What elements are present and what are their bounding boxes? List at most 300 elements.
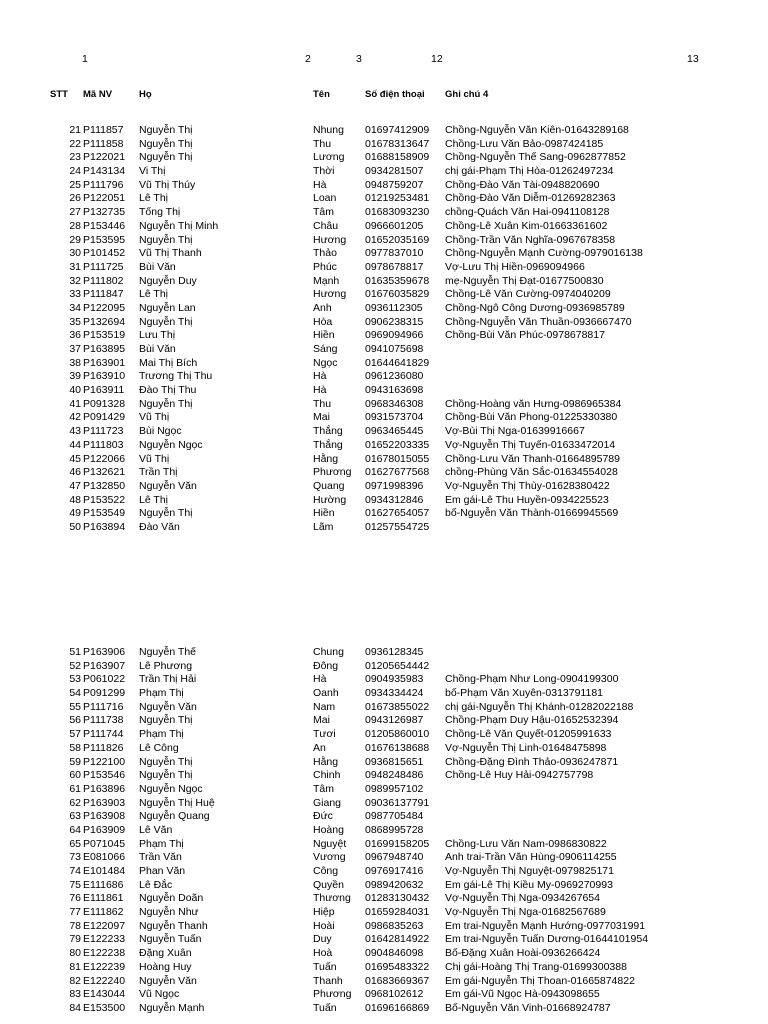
- ten-cell: Anh: [313, 301, 332, 314]
- ten-cell: Thu: [313, 137, 332, 150]
- header-ghi-chu: Ghi chú 4: [445, 89, 489, 100]
- ten-cell: Phương: [313, 988, 352, 1001]
- ho-cell: Vũ Thị Thúy: [139, 178, 196, 191]
- note-cell: chị gái-Nguyễn Thị Khánh-01282022188: [445, 700, 634, 713]
- ho-cell: Nguyễn Duy: [139, 274, 197, 287]
- stt-cell: 64: [69, 823, 81, 836]
- ho-cell: Nguyễn Thị: [139, 714, 193, 727]
- phone-cell: 0987705484: [365, 810, 424, 823]
- stt-cell: 77: [69, 906, 81, 919]
- ho-cell: Lê Thị: [139, 493, 168, 506]
- note-cell: Chồng-Bùi Văn Phong-01225330380: [445, 411, 618, 424]
- table-row: [0, 673, 768, 687]
- stt-cell: 57: [69, 728, 81, 741]
- phone-cell: 01676138688: [365, 741, 430, 754]
- table-row: [0, 398, 768, 412]
- stt-cell: 59: [69, 755, 81, 768]
- ho-cell: Đào Thị Thu: [139, 384, 197, 397]
- stt-cell: 47: [69, 479, 81, 492]
- table-row: [0, 275, 768, 289]
- ma-nv-cell: P163911: [83, 384, 125, 397]
- table-row: [0, 920, 768, 934]
- ho-cell: Lê Phương: [139, 659, 193, 672]
- ma-nv-cell: P091328: [83, 397, 126, 410]
- ten-cell: Quyền: [313, 878, 344, 891]
- stt-cell: 23: [69, 151, 81, 164]
- table-row: [0, 906, 768, 920]
- ho-cell: Nguyễn Tuấn: [139, 933, 202, 946]
- ma-nv-cell: E153500: [83, 1001, 126, 1014]
- ma-nv-cell: P132850: [83, 479, 126, 492]
- stt-cell: 84: [69, 1001, 81, 1014]
- phone-cell: 0961236080: [365, 370, 424, 383]
- table-row: [0, 220, 768, 234]
- ma-nv-cell: E122240: [83, 974, 126, 987]
- table-row: [0, 824, 768, 838]
- ma-nv-cell: P111716: [83, 700, 124, 713]
- ho-cell: Vũ Ngọc: [139, 988, 180, 1001]
- stt-cell: 21: [69, 124, 81, 136]
- phone-cell: 0948248486: [365, 769, 424, 782]
- ten-cell: Hà: [313, 178, 327, 191]
- note-cell: Chồng-Hoàng văn Hưng-0986965384: [445, 397, 622, 410]
- note-cell: Vợ-Nguyễn Thị Thùy-01628380422: [445, 479, 610, 492]
- table-row: [0, 521, 768, 535]
- table-row: [0, 247, 768, 261]
- ten-cell: Đức: [313, 810, 333, 823]
- ten-cell: Chung: [313, 646, 344, 658]
- note-cell: mẹ-Nguyễn Thị Đạt-01677500830: [445, 274, 604, 287]
- ma-nv-cell: P163908: [83, 810, 126, 823]
- ma-nv-cell: P163909: [83, 823, 126, 836]
- stt-cell: 31: [69, 260, 81, 273]
- ho-cell: Nguyễn Thị: [139, 233, 193, 246]
- phone-cell: 01659284031: [365, 906, 430, 919]
- ten-cell: Vương: [313, 851, 346, 864]
- phone-cell: 01688158909: [365, 151, 430, 164]
- table-row: [0, 494, 768, 508]
- table-row: [0, 124, 768, 138]
- stt-cell: 52: [69, 659, 81, 672]
- table-row: [0, 851, 768, 865]
- ten-cell: An: [313, 741, 326, 754]
- table-row: [0, 288, 768, 302]
- table-row: [0, 838, 768, 852]
- stt-cell: 36: [69, 329, 81, 342]
- ma-nv-cell: P163895: [83, 343, 126, 355]
- table-block-1: [0, 124, 768, 535]
- ma-nv-cell: P132694: [83, 315, 126, 328]
- note-cell: Chồng-Bùi Văn Phúc-0978678817: [445, 329, 605, 342]
- ma-nv-cell: E143044: [83, 988, 126, 1001]
- phone-cell: 01652203335: [365, 438, 430, 451]
- column-number: 2: [305, 53, 311, 65]
- phone-cell: 0978678817: [365, 260, 424, 273]
- ma-nv-cell: P111738: [83, 714, 124, 727]
- table-row: [0, 357, 768, 371]
- table-row: [0, 329, 768, 343]
- phone-cell: 01699158205: [365, 837, 430, 850]
- header-ma-nv: Mã NV: [83, 89, 113, 100]
- note-cell: Vợ-Nguyễn Thị Linh-01648475898: [445, 741, 607, 754]
- stt-cell: 29: [69, 233, 81, 246]
- ma-nv-cell: P122021: [83, 151, 126, 164]
- ho-cell: Nguyễn Thị Huệ: [139, 796, 215, 809]
- ma-nv-cell: P111744: [83, 728, 124, 741]
- table-row: [0, 975, 768, 989]
- note-cell: Chồng-Đặng Đình Thảo-0936247871: [445, 755, 619, 768]
- note-cell: bố-Phạm Văn Xuyên-0313791181: [445, 687, 604, 700]
- table-row: [0, 480, 768, 494]
- ten-cell: Thời: [313, 165, 335, 178]
- ten-cell: Thảo: [313, 247, 337, 260]
- ten-cell: Giang: [313, 796, 342, 809]
- table-row: [0, 192, 768, 206]
- ma-nv-cell: P111857: [83, 124, 124, 136]
- ho-cell: Nguyễn Quang: [139, 810, 210, 823]
- ho-cell: Vũ Thị Thanh: [139, 247, 202, 260]
- ma-nv-cell: E122238: [83, 947, 126, 960]
- table-row: [0, 165, 768, 179]
- table-row: [0, 466, 768, 480]
- stt-cell: 27: [69, 206, 81, 219]
- ho-cell: Nguyễn Thị: [139, 397, 193, 410]
- ho-cell: Vũ Thị: [139, 411, 170, 424]
- stt-cell: 42: [69, 411, 81, 424]
- stt-cell: 53: [69, 673, 81, 686]
- note-cell: Chồng-Lưu Văn Bảo-0987424185: [445, 137, 604, 150]
- header-stt: STT: [50, 89, 68, 100]
- ten-cell: Thanh: [313, 974, 343, 987]
- ten-cell: Thương: [313, 892, 351, 905]
- ten-cell: Hà: [313, 384, 327, 397]
- note-cell: Chồng-Lưu Văn Thanh-01664895789: [445, 452, 620, 465]
- note-cell: Vợ-Nguyễn Thị Tuyến-01633472014: [445, 438, 616, 451]
- ten-cell: Hằng: [313, 755, 339, 768]
- phone-cell: 01627654057: [365, 507, 430, 520]
- stt-cell: 30: [69, 247, 81, 260]
- table-row: [0, 865, 768, 879]
- ho-cell: Nguyễn Thị: [139, 755, 193, 768]
- ma-nv-cell: P111802: [83, 274, 124, 287]
- phone-cell: 0966601205: [365, 219, 424, 232]
- ho-cell: Nguyễn Thị: [139, 769, 193, 782]
- ho-cell: Vi Thị: [139, 165, 166, 178]
- ma-nv-cell: P163910: [83, 370, 126, 383]
- phone-cell: 01676035829: [365, 288, 430, 301]
- ho-cell: Bùi Văn: [139, 343, 176, 355]
- table-row: [0, 411, 768, 425]
- phone-cell: 01627677568: [365, 466, 430, 479]
- table-row: [0, 756, 768, 770]
- ho-cell: Nguyễn Thị Minh: [139, 219, 219, 232]
- phone-cell: 01635359678: [365, 274, 430, 287]
- ho-cell: Nguyễn Như: [139, 906, 199, 919]
- ma-nv-cell: P091299: [83, 687, 126, 700]
- phone-cell: 0967948740: [365, 851, 424, 864]
- header-ho: Họ: [139, 89, 152, 100]
- ten-cell: Mai: [313, 714, 330, 727]
- ten-cell: Tươi: [313, 728, 336, 741]
- ho-cell: Lê Văn: [139, 823, 173, 836]
- ten-cell: Lãm: [313, 520, 334, 533]
- stt-cell: 39: [69, 370, 81, 383]
- stt-cell: 83: [69, 988, 81, 1001]
- ho-cell: Lê Thị: [139, 192, 168, 205]
- ma-nv-cell: P111796: [83, 178, 124, 191]
- phone-cell: 01683093230: [365, 206, 430, 219]
- ma-nv-cell: P061022: [83, 673, 126, 686]
- ho-cell: Nguyễn Thị: [139, 137, 193, 150]
- phone-cell: 0934281507: [365, 165, 424, 178]
- ten-cell: Mai: [313, 411, 330, 424]
- note-cell: Chồng-Đào Văn Diễm-01269282363: [445, 192, 616, 205]
- stt-cell: 45: [69, 452, 81, 465]
- stt-cell: 55: [69, 700, 81, 713]
- ma-nv-cell: P153446: [83, 219, 126, 232]
- phone-cell: 0936815651: [365, 755, 424, 768]
- header-ten: Tên: [313, 89, 330, 100]
- note-cell: Vợ-Bùi Thị Nga-01639916667: [445, 425, 585, 438]
- ma-nv-cell: P153549: [83, 507, 126, 520]
- ma-nv-cell: P111725: [83, 260, 124, 273]
- table-row: [0, 343, 768, 357]
- ho-cell: Lê Công: [139, 741, 179, 754]
- note-cell: Chồng-Trần Văn Nghĩa-0967678358: [445, 233, 616, 246]
- ma-nv-cell: E101484: [83, 865, 126, 877]
- stt-cell: 49: [69, 507, 81, 520]
- ma-nv-cell: E081066: [83, 851, 126, 864]
- phone-cell: 01283130432: [365, 892, 430, 905]
- table-row: [0, 687, 768, 701]
- stt-cell: 62: [69, 796, 81, 809]
- phone-cell: 0989420632: [365, 878, 424, 891]
- ho-cell: Nguyễn Văn: [139, 479, 197, 492]
- phone-cell: 01678313647: [365, 137, 430, 150]
- ten-cell: Phúc: [313, 260, 337, 273]
- stt-cell: 24: [69, 165, 81, 178]
- column-number: 1: [82, 53, 88, 65]
- stt-cell: 48: [69, 493, 81, 506]
- ma-nv-cell: P163903: [83, 796, 126, 809]
- phone-cell: 0968102612: [365, 988, 424, 1001]
- note-cell: Vợ-Lưu Thị Hiền-0969094966: [445, 260, 585, 273]
- stt-cell: 44: [69, 438, 81, 451]
- ma-nv-cell: P122100: [83, 755, 126, 768]
- table-row: [0, 138, 768, 152]
- ho-cell: Nguyễn Ngọc: [139, 438, 203, 451]
- ho-cell: Vũ Thị: [139, 452, 170, 465]
- stt-cell: 58: [69, 741, 81, 754]
- ma-nv-cell: P071045: [83, 837, 126, 850]
- ten-cell: Hà: [313, 673, 327, 686]
- ho-cell: Trần Thị Hải: [139, 673, 197, 686]
- ho-cell: Nguyễn Ngọc: [139, 782, 203, 795]
- ten-cell: Hiền: [313, 507, 335, 520]
- table-row: [0, 701, 768, 715]
- column-number: 13: [687, 53, 699, 65]
- ten-cell: Tuấn: [313, 960, 337, 973]
- table-row: [0, 425, 768, 439]
- phone-cell: 01652035169: [365, 233, 430, 246]
- phone-cell: 01678015055: [365, 452, 430, 465]
- phone-cell: 01695483322: [365, 960, 430, 973]
- stt-cell: 40: [69, 384, 81, 397]
- phone-cell: 01644641829: [365, 356, 430, 369]
- note-cell: Chị gái-Hoàng Thị Trang-01699300388: [445, 960, 627, 973]
- ten-cell: Tâm: [313, 206, 334, 219]
- ten-cell: Loan: [313, 192, 337, 205]
- ho-cell: Nguyễn Thế: [139, 646, 197, 658]
- ten-cell: Hương: [313, 288, 347, 301]
- phone-cell: 0968346308: [365, 397, 424, 410]
- table-row: [0, 370, 768, 384]
- stt-cell: 22: [69, 137, 81, 150]
- stt-cell: 46: [69, 466, 81, 479]
- note-cell: Em trai-Nguyễn Tuấn Dương-01644101954: [445, 933, 649, 946]
- ho-cell: Nguyễn Mạnh: [139, 1001, 205, 1014]
- phone-cell: 0931573704: [365, 411, 424, 424]
- stt-cell: 26: [69, 192, 81, 205]
- table-row: [0, 179, 768, 193]
- phone-cell: 0934334424: [365, 687, 424, 700]
- ma-nv-cell: E122097: [83, 919, 126, 932]
- phone-cell: 0943126987: [365, 714, 424, 727]
- table-row: [0, 302, 768, 316]
- table-row: [0, 316, 768, 330]
- ten-cell: Ngọc: [313, 356, 338, 369]
- stt-cell: 28: [69, 219, 81, 232]
- phone-cell: 0969094966: [365, 329, 424, 342]
- phone-cell: 0904846098: [365, 947, 424, 960]
- ho-cell: Bùi Ngọc: [139, 425, 182, 438]
- ma-nv-cell: P163896: [83, 782, 126, 795]
- ma-nv-cell: E111686: [83, 878, 124, 891]
- ma-nv-cell: P111826: [83, 741, 124, 754]
- header-so-dien-thoai: Số điện thoại: [365, 89, 425, 100]
- note-cell: Vợ-Nguyễn Thị Nga-01682567689: [445, 906, 606, 919]
- ho-cell: Hoàng Huy: [139, 960, 192, 973]
- table-row: [0, 439, 768, 453]
- table-row: [0, 714, 768, 728]
- ma-nv-cell: P153519: [83, 329, 126, 342]
- note-cell: Chồng-Nguyễn Mạnh Cường-0979016138: [445, 247, 643, 260]
- ten-cell: Hằng: [313, 452, 339, 465]
- phone-cell: 0948759207: [365, 178, 424, 191]
- ma-nv-cell: P101452: [83, 247, 126, 260]
- table-row: [0, 660, 768, 674]
- ten-cell: Thắng: [313, 425, 343, 438]
- stt-cell: 73: [69, 851, 81, 864]
- ho-cell: Lê Đắc: [139, 878, 173, 891]
- phone-cell: 0934312846: [365, 493, 424, 506]
- note-cell: Em trai-Nguyễn Mạnh Hướng-0977031991: [445, 919, 646, 932]
- stt-cell: 25: [69, 178, 81, 191]
- table-row: [0, 988, 768, 1002]
- stt-cell: 37: [69, 343, 81, 355]
- ten-cell: Quang: [313, 479, 345, 492]
- note-cell: Anh trai-Trần Văn Hùng-0906114255: [445, 851, 617, 864]
- ma-nv-cell: P111803: [83, 438, 124, 451]
- column-number: 3: [356, 53, 362, 65]
- ho-cell: Nguyễn Thị: [139, 124, 193, 136]
- table-row: [0, 783, 768, 797]
- ten-cell: Công: [313, 865, 339, 877]
- table-row: [0, 742, 768, 756]
- stt-cell: 75: [69, 878, 81, 891]
- phone-cell: 01696166869: [365, 1001, 430, 1014]
- note-cell: Em gái-Vũ Ngọc Hà-0943098655: [445, 988, 600, 1001]
- phone-cell: 01205654442: [365, 659, 430, 672]
- ten-cell: Thu: [313, 397, 332, 410]
- table-row: [0, 769, 768, 783]
- phone-cell: 0943163698: [365, 384, 424, 397]
- phone-cell: 09036137791: [365, 796, 430, 809]
- ho-cell: Nguyễn Thị: [139, 315, 193, 328]
- ten-cell: Hiệp: [313, 906, 335, 919]
- table-row: [0, 507, 768, 521]
- phone-cell: 0989957102: [365, 782, 424, 795]
- ho-cell: Trần Thị: [139, 466, 178, 479]
- phone-cell: 0986835263: [365, 919, 424, 932]
- ten-cell: Lương: [313, 151, 345, 164]
- ten-cell: Duy: [313, 933, 332, 946]
- table-row: [0, 261, 768, 275]
- note-cell: Vợ-Nguyễn Thị Nga-0934267654: [445, 892, 600, 905]
- phone-cell: 0936112305: [365, 301, 423, 314]
- ma-nv-cell: P153522: [83, 493, 126, 506]
- ho-cell: Lưu Thị: [139, 329, 176, 342]
- ma-nv-cell: P132621: [83, 466, 126, 479]
- ten-cell: Oanh: [313, 687, 339, 700]
- note-cell: Em gái-Lê Thu Huyền-0934225523: [445, 493, 609, 506]
- stt-cell: 80: [69, 947, 81, 960]
- ho-cell: Phan Văn: [139, 865, 186, 877]
- stt-cell: 35: [69, 315, 81, 328]
- ma-nv-cell: P122095: [83, 301, 126, 314]
- ten-cell: Thắng: [313, 438, 343, 451]
- ten-cell: Hiền: [313, 329, 335, 342]
- stt-cell: 78: [69, 919, 81, 932]
- phone-cell: 0971998396: [365, 479, 424, 492]
- table-row: [0, 1002, 768, 1016]
- note-cell: Chồng-Ngô Công Dương-0936985789: [445, 301, 625, 314]
- stt-cell: 63: [69, 810, 81, 823]
- note-cell: Chồng-Nguyễn Văn Kiên-01643289168: [445, 124, 629, 136]
- note-cell: chồng-Phùng Văn Sắc-01634554028: [445, 466, 618, 479]
- note-cell: Chồng-Phạm Duy Hậu-01652532394: [445, 714, 619, 727]
- ten-cell: Tuấn: [313, 1001, 337, 1014]
- ma-nv-cell: P153595: [83, 233, 126, 246]
- ho-cell: Trương Thị Thu: [139, 370, 213, 383]
- ho-cell: Tống Thị: [139, 206, 181, 219]
- phone-cell: 01673855022: [365, 700, 430, 713]
- stt-cell: 32: [69, 274, 81, 287]
- ten-cell: Châu: [313, 219, 339, 232]
- ma-nv-cell: P122051: [83, 192, 126, 205]
- phone-cell: 0941075698: [365, 343, 424, 355]
- note-cell: Em gái-Lê Thị Kiều My-0969270993: [445, 878, 613, 891]
- note-cell: Chồng-Lưu Văn Nam-0986830822: [445, 837, 607, 850]
- phone-cell: 0868995728: [365, 823, 424, 836]
- phone-cell: 01642814922: [365, 933, 430, 946]
- ma-nv-cell: P132735: [83, 206, 126, 219]
- note-cell: Chồng-Nguyễn Văn Thuần-0936667470: [445, 315, 632, 328]
- table-row: [0, 879, 768, 893]
- ho-cell: Phạm Thị: [139, 687, 184, 700]
- ma-nv-cell: P153546: [83, 769, 126, 782]
- phone-cell: 01205860010: [365, 728, 430, 741]
